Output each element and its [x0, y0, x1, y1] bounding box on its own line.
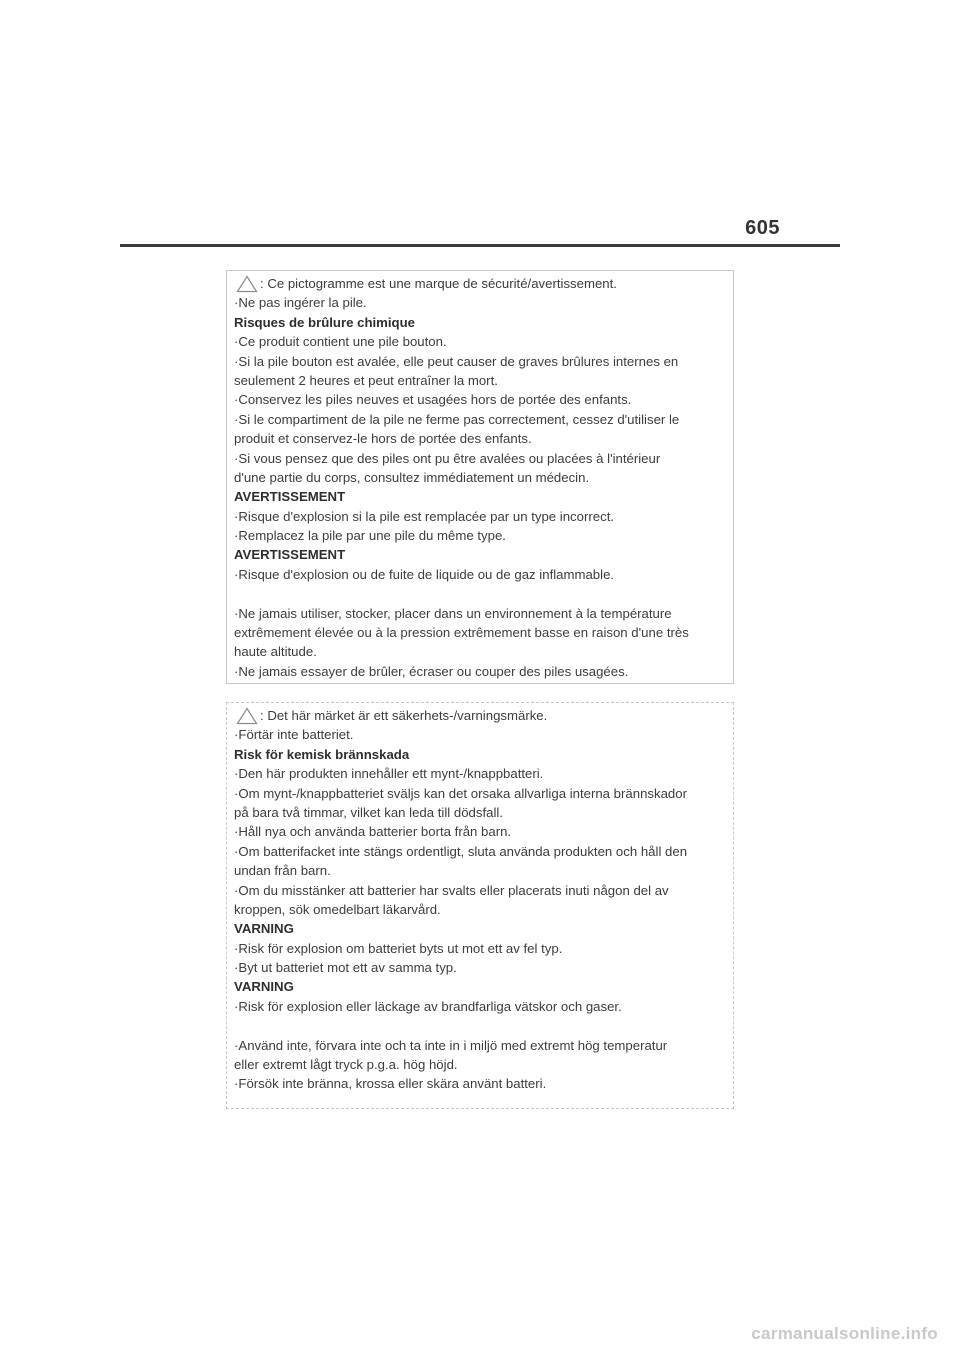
section-heading: Risques de brûlure chimique [234, 314, 415, 330]
watermark: carmanualsonline.info [751, 1324, 938, 1343]
notice-line: ·Ne jamais essayer de brûler, écraser ou couper des piles usagées. [234, 663, 629, 679]
notice-line: ·Si le compartiment de la pile ne ferme pas correctement, cessez d'utiliser le [234, 411, 680, 427]
notice-line: ·Remplacez la pile par une pile du même type. [234, 528, 506, 544]
notice-line: ·Byt ut batteriet mot ett av samma typ. [234, 960, 457, 976]
notice-line: ·Risque d'explosion ou de fuite de liquide ou de gaz inflammable. [234, 566, 615, 582]
warning-triangle-icon [236, 707, 258, 725]
warning-definition-line [234, 274, 725, 293]
header-rule [120, 244, 840, 247]
notice-line: ·Om mynt-/knappbatteriet sväljs kan det orsaka allvarliga interna brännskador [234, 785, 687, 801]
notice-line: ·Ce produit contient une pile bouton. [234, 334, 447, 350]
notice-line: ·Ne jamais utiliser, stocker, placer dans un environnement à la température [234, 605, 672, 621]
notice-line: ·Si vous pensez que des piles ont pu être avalées ou placées à l'intérieur [234, 450, 661, 466]
notice-line: på bara två timmar, vilket kan leda till dödsfall. [234, 804, 504, 820]
notice-line: produit et conservez-le hors de portée des enfants. [234, 431, 532, 447]
page-number: 605 [745, 217, 780, 239]
notice-line: d'une partie du corps, consultez immédiatement un médecin. [234, 469, 590, 485]
section-heading: AVERTISSEMENT [234, 489, 346, 505]
section-heading: VARNING [234, 979, 294, 995]
notice-line: eller extremt lågt tryck p.g.a. hög höjd. [234, 1057, 458, 1073]
notice-line: ·Håll nya och använda batterier borta från barn. [234, 824, 512, 840]
notice-line: ·Conservez les piles neuves et usagées hors de portée des enfants. [234, 392, 632, 408]
section-heading: VARNING [234, 921, 294, 937]
section-heading: Risk för kemisk brännskada [234, 746, 410, 762]
blank-line [234, 584, 725, 603]
notice-line: haute altitude. [234, 644, 317, 660]
notice-line: ·Försök inte bränna, krossa eller skära använt batteri. [234, 1076, 547, 1092]
warning-definition-text: : Ce pictogramme est une marque de sécurité/avertissement. [260, 276, 617, 291]
blank-line [234, 1016, 725, 1035]
notice-line: seulement 2 heures et peut entraîner la mort. [234, 372, 498, 388]
notice-line: undan från barn. [234, 863, 331, 879]
french-notice-box [226, 270, 734, 684]
section-heading: AVERTISSEMENT [234, 547, 346, 563]
swedish-notice-box [226, 702, 734, 1109]
warning-definition-text: : Det här märket är ett säkerhets-/varningsmärke. [260, 708, 548, 723]
notice-line: ·Risk för explosion om batteriet byts ut mot ett av fel typ. [234, 940, 563, 956]
warning-definition-line [234, 706, 725, 725]
notice-line: ·Si la pile bouton est avalée, elle peut causer de graves brûlures internes en [234, 353, 679, 369]
notice-line: kroppen, sök omedelbart läkarvård. [234, 901, 441, 917]
notice-line: extrêmement élevée ou à la pression extrêmement basse en raison d'une très [234, 625, 689, 641]
notice-line: ·Förtär inte batteriet. [234, 727, 354, 743]
notice-line: ·Om batterifacket inte stängs ordentligt, sluta använda produkten och håll den [234, 843, 688, 859]
warning-triangle-icon [236, 275, 258, 293]
notice-line: ·Ne pas ingérer la pile. [234, 295, 367, 311]
notice-line: ·Om du misstänker att batterier har svalts eller placerats inuti någon del av [234, 882, 669, 898]
notice-line: ·Använd inte, förvara inte och ta inte in i miljö med extremt hög temperatur [234, 1037, 668, 1053]
notice-line: ·Risk för explosion eller läckage av brandfarliga vätskor och gaser. [234, 998, 622, 1014]
notice-line: ·Den här produkten innehåller ett mynt-/knappbatteri. [234, 766, 544, 782]
notice-line: ·Risque d'explosion si la pile est remplacée par un type incorrect. [234, 508, 615, 524]
